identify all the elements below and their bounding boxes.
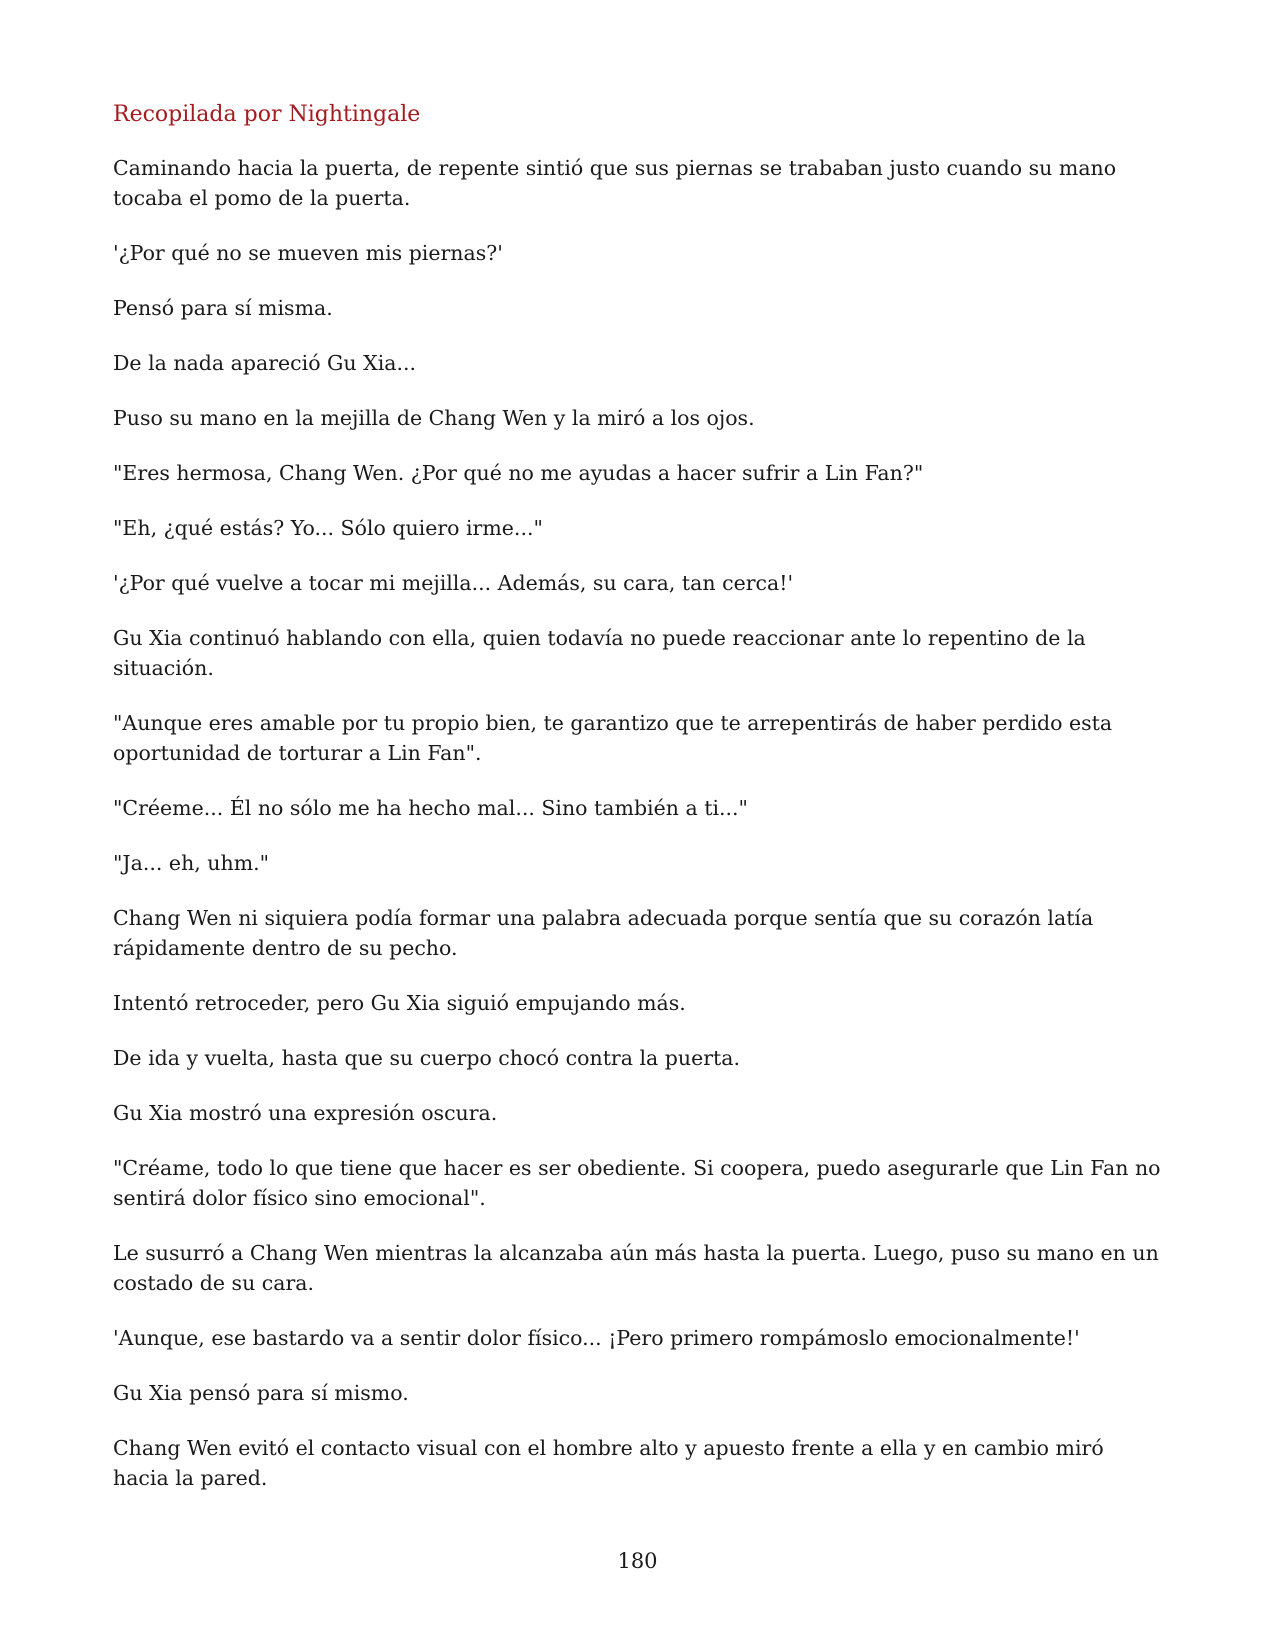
page-body	[113, 153, 1163, 1518]
paragraph: 'Aunque, ese bastardo va a sentir dolor físico... ¡Pero primero rompámoslo emocionalmente!'	[113, 1326, 1080, 1350]
paragraph: Caminando hacia la puerta, de repente sintió que sus piernas se trababan justo cuando su mano tocaba el pomo de la puerta.	[113, 156, 1117, 210]
paragraph: "Créame, todo lo que tiene que hacer es ser obediente. Si coopera, puedo asegurarle que Lin Fan no sentirá dolor físico sino emocional".	[113, 1156, 1161, 1210]
paragraph: "Ja... eh, uhm."	[113, 851, 270, 875]
paragraph: Puso su mano en la mejilla de Chang Wen y la miró a los ojos.	[113, 406, 755, 430]
paragraph: "Eres hermosa, Chang Wen. ¿Por qué no me ayudas a hacer sufrir a Lin Fan?"	[113, 461, 924, 485]
paragraph: "Eh, ¿qué estás? Yo... Sólo quiero irme..."	[113, 516, 543, 540]
paragraph: De ida y vuelta, hasta que su cuerpo chocó contra la puerta.	[113, 1046, 740, 1070]
paragraph: Chang Wen ni siquiera podía formar una palabra adecuada porque sentía que su corazón latía rápidamente dentro de su pecho.	[113, 906, 1094, 960]
paragraph: "Créeme... Él no sólo me ha hecho mal... Sino también a ti..."	[113, 796, 748, 820]
page-number: 180	[617, 1549, 658, 1573]
paragraph: Intentó retroceder, pero Gu Xia siguió empujando más.	[113, 991, 686, 1015]
paragraph: '¿Por qué vuelve a tocar mi mejilla... Además, su cara, tan cerca!'	[113, 571, 794, 595]
paragraph: '¿Por qué no se mueven mis piernas?'	[113, 241, 503, 265]
paragraph: Gu Xia mostró una expresión oscura.	[113, 1101, 498, 1125]
paragraph: Chang Wen evitó el contacto visual con el hombre alto y apuesto frente a ella y en cambio miró hacia la pared.	[113, 1436, 1104, 1490]
paragraph: Pensó para sí misma.	[113, 296, 333, 320]
page-header: Recopilada por Nightingale	[113, 102, 421, 127]
paragraph: "Aunque eres amable por tu propio bien, te garantizo que te arrepentirás de haber perdido esta oportunidad de torturar a Lin Fan".	[113, 711, 1113, 765]
paragraph: De la nada apareció Gu Xia...	[113, 351, 417, 375]
paragraph: Le susurró a Chang Wen mientras la alcanzaba aún más hasta la puerta. Luego, puso su mano en un costado de su cara.	[113, 1241, 1159, 1295]
paragraph: Gu Xia pensó para sí mismo.	[113, 1381, 409, 1405]
paragraph: Gu Xia continuó hablando con ella, quien todavía no puede reaccionar ante lo repentino de la situación.	[113, 626, 1086, 680]
